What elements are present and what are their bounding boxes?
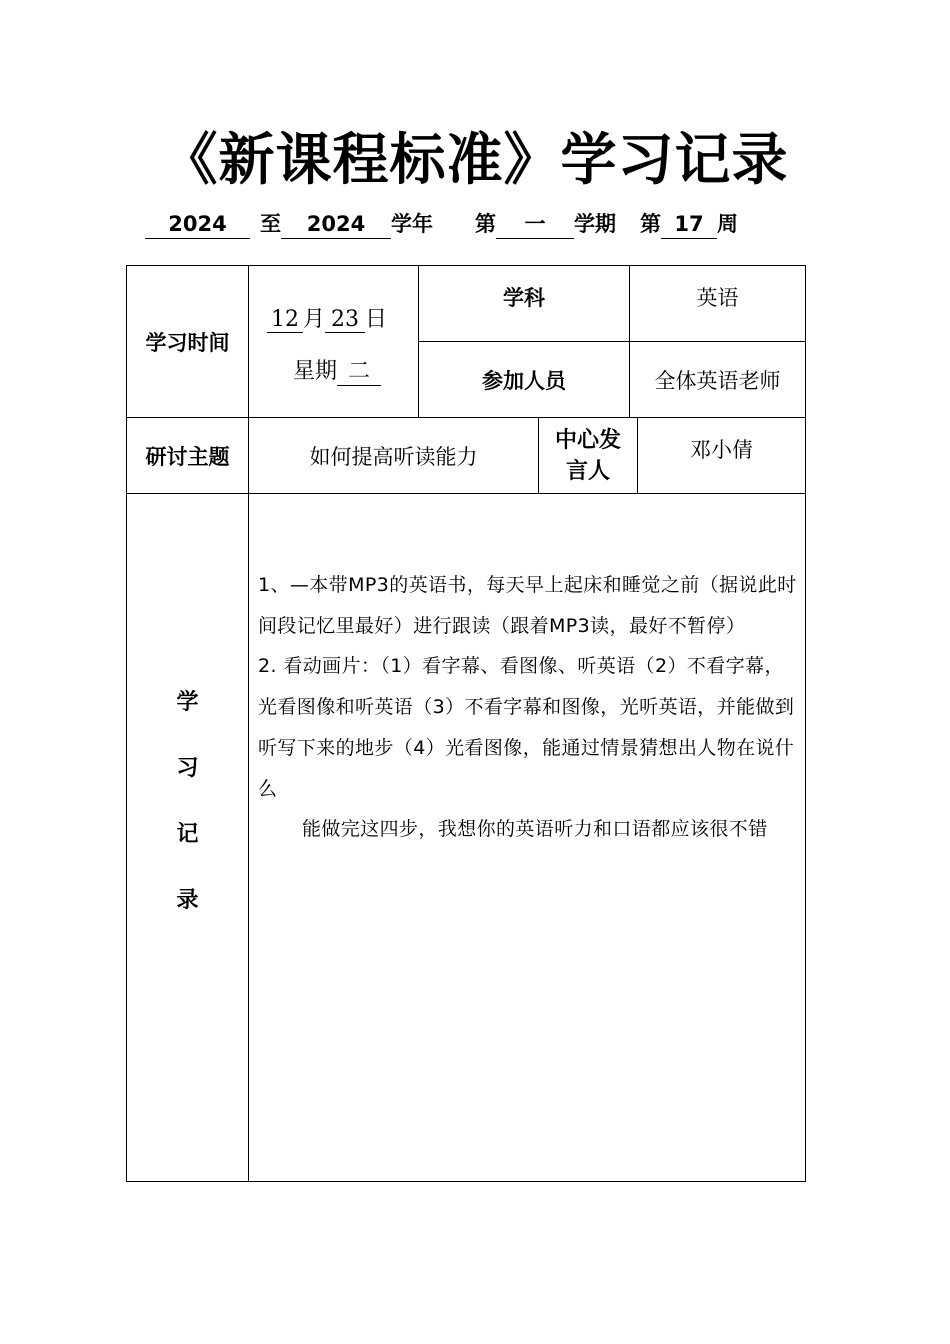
to-text: 至: [260, 212, 281, 236]
record-content: [258, 565, 798, 850]
subject-value: 英语: [629, 265, 806, 342]
date-day: 23: [325, 307, 365, 333]
di2-text: 第: [640, 212, 661, 236]
date-month: 12: [267, 307, 303, 333]
weekday-value: 二: [337, 354, 381, 386]
record-label-char: 习: [176, 756, 199, 781]
di-text: 第: [475, 212, 496, 236]
date-day-unit: 日: [365, 307, 388, 332]
year-end: 2024: [281, 210, 391, 239]
year-start: 2024: [145, 210, 250, 239]
weekday-label: 星期: [293, 359, 338, 384]
semester-number: 一: [496, 210, 574, 239]
week-number: 17: [661, 210, 717, 239]
record-label-char: 录: [176, 888, 199, 913]
speaker-label: 中心发言人: [538, 417, 638, 494]
topic-value: 如何提高听读能力: [248, 417, 539, 494]
participants-value: 全体英语老师: [629, 341, 806, 418]
school-year-text: 学年: [391, 212, 433, 236]
page-title: 《新课程标准》学习记录: [161, 128, 789, 193]
record-paragraph: 1、—本带MP3的英语书，每天早上起床和睡觉之前（据说此时间段记忆里最好）进行跟读（跟着MP3读，最好不暂停）: [258, 574, 797, 637]
date-month-unit: 月: [303, 307, 326, 332]
week-text: 周: [717, 212, 738, 236]
date-month-day: [267, 302, 387, 333]
record-label-cell: [126, 493, 249, 1182]
record-paragraph: 2. 看动画片：（1）看字幕、看图像、听英语（2）不看字幕，光看图像和听英语（3）不看字幕和图像，光听英语，并能做到听写下来的地步（4）光看图像，能通过情景猜想出人物在说什么: [258, 655, 795, 800]
record-paragraph: 能做完这四步，我想你的英语听力和口语都应该很不错: [302, 818, 768, 841]
subject-label: 学科: [418, 265, 630, 342]
term-line: [145, 208, 738, 240]
semester-text: 学期: [574, 212, 616, 236]
topic-label: 研讨主题: [126, 417, 249, 494]
record-label-char: 记: [176, 822, 199, 847]
participants-label: 参加人员: [418, 341, 630, 418]
speaker-value: 邓小倩: [637, 417, 806, 494]
record-label-char: 学: [176, 690, 199, 715]
date-weekday: [293, 354, 381, 386]
date-cell: [248, 265, 419, 418]
study-time-label: 学习时间: [126, 265, 249, 418]
